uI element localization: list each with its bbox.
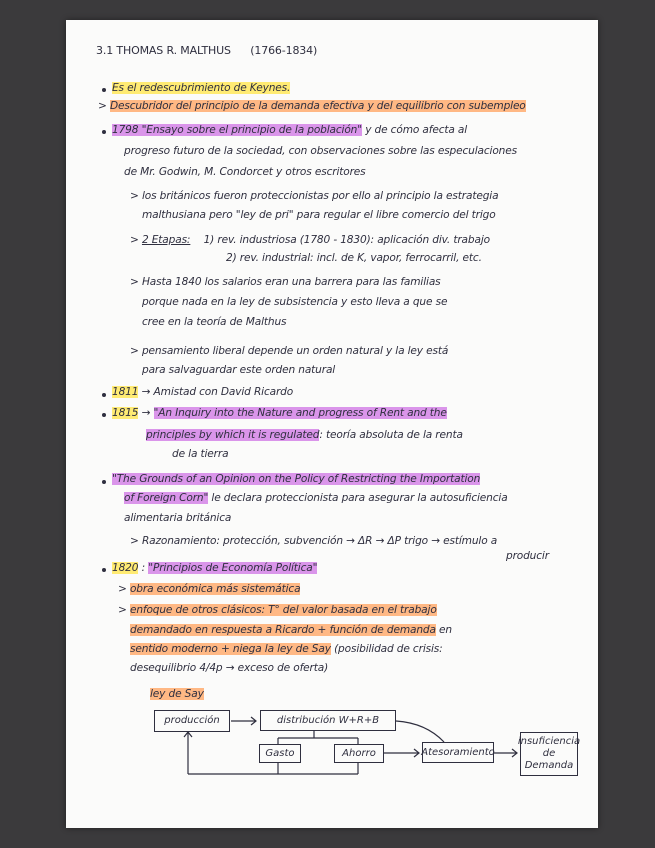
diagram-box-ahorro: Ahorro [334, 744, 384, 763]
note-line: principles by which it is regulated: teoría absoluta de la renta [146, 429, 463, 441]
highlight-orange: obra económica más sistemática [129, 583, 301, 595]
highlight-yellow: Es el redescubrimiento de Keynes. [112, 82, 291, 94]
note-line: > obra económica más sistemática [118, 583, 301, 595]
note-line: alimentaria británica [124, 512, 232, 524]
note-line: 2) rev. industrial: incl. de K, vapor, ferrocarril, etc. [226, 252, 482, 264]
highlight-orange: sentido moderno + niega la ley de Say [130, 643, 331, 655]
highlight-orange: Descubridor del principio de la demanda efectiva y del equilibrio con subempleo [109, 100, 526, 112]
diagram-connectors [66, 20, 598, 828]
note-line: of Foreign Corn" le declara proteccionista para asegurar la autosuficiencia [124, 492, 508, 504]
note-line: de la tierra [172, 448, 229, 460]
note-line: > los británicos fueron proteccionistas por ello al principio la estrategia [130, 190, 499, 202]
note-line: 1798 "Ensayo sobre el principio de la población" y de cómo afecta al [112, 124, 468, 136]
note-line: > Descubridor del principio de la demanda efectiva y del equilibrio con subempleo [98, 100, 526, 112]
note-line: 1820 : "Principios de Economía Política" [112, 562, 318, 574]
note-line: desequilibrio 4/4p → exceso de oferta) [130, 662, 329, 674]
note-line: > pensamiento liberal depende un orden natural y la ley está [130, 345, 449, 357]
highlight-orange: demandado en respuesta a Ricardo + función de demanda [130, 624, 436, 636]
notebook-page [66, 20, 598, 828]
highlight-yellow: 1811 [112, 386, 139, 398]
note-line: de Mr. Godwin, M. Condorcet y otros escritores [124, 166, 366, 178]
diagram-box-distribucion: distribución W+R+B [260, 710, 396, 731]
note-line: cree en la teoría de Malthus [142, 316, 287, 328]
note-line: porque nada en la ley de subsistencia y esto lleva a que se [142, 296, 448, 308]
note-line: malthusiana pero "ley de pri" para regular el libre comercio del trigo [142, 209, 496, 221]
note-line: demandado en respuesta a Ricardo + función de demanda en [130, 624, 452, 636]
highlight-purple: "Principios de Economía Política" [148, 562, 318, 574]
note-line: producir [506, 550, 549, 562]
note-line: para salvaguardar este orden natural [142, 364, 336, 376]
title-years: (1766-1834) [250, 44, 318, 57]
highlight-purple: "An Inquiry into the Nature and progress of Rent and the [153, 407, 447, 419]
highlight-purple: 1798 "Ensayo sobre el principio de la población" [112, 124, 362, 136]
highlight-orange: enfoque de otros clásicos: T° del valor basada en el trabajo [129, 604, 437, 616]
diagram-box-atesoramiento: Atesoramiento [422, 742, 494, 763]
note-line: progreso futuro de la sociedad, con observaciones sobre las especulaciones [124, 145, 517, 157]
diagram-box-produccion: producción [154, 710, 230, 732]
note-line: sentido moderno + niega la ley de Say (posibilidad de crisis: [130, 643, 443, 655]
note-line: 1815 → "An Inquiry into the Nature and progress of Rent and the [112, 407, 447, 419]
highlight-purple: "The Grounds of an Opinion on the Policy of Restricting the Importation [112, 473, 481, 485]
note-line: > Hasta 1840 los salarios eran una barrera para las familias [130, 276, 441, 288]
highlight-yellow: 1815 [112, 407, 139, 419]
note-line: 1811 → Amistad con David Ricardo [112, 386, 294, 398]
note-line: > Razonamiento: protección, subvención → ΔR → ΔP trigo → estímulo a [130, 535, 498, 547]
note-line: > enfoque de otros clásicos: T° del valor basada en el trabajo [118, 604, 437, 616]
diagram-box-insuficiencia: insuficiencia de Demanda [520, 732, 578, 776]
diagram-box-gasto: Gasto [259, 744, 301, 763]
highlight-purple: principles by which it is regulated [146, 429, 320, 441]
page-title: 3.1 THOMAS R. MALTHUS (1766-1834) [96, 44, 318, 57]
highlight-purple: of Foreign Corn" [124, 492, 209, 504]
note-line: > 2 Etapas: 1) rev. industriosa (1780 - 1830): aplicación div. trabajo [130, 234, 490, 246]
highlight-yellow: 1820 [112, 562, 139, 574]
highlight-orange: ley de Say [150, 688, 204, 700]
